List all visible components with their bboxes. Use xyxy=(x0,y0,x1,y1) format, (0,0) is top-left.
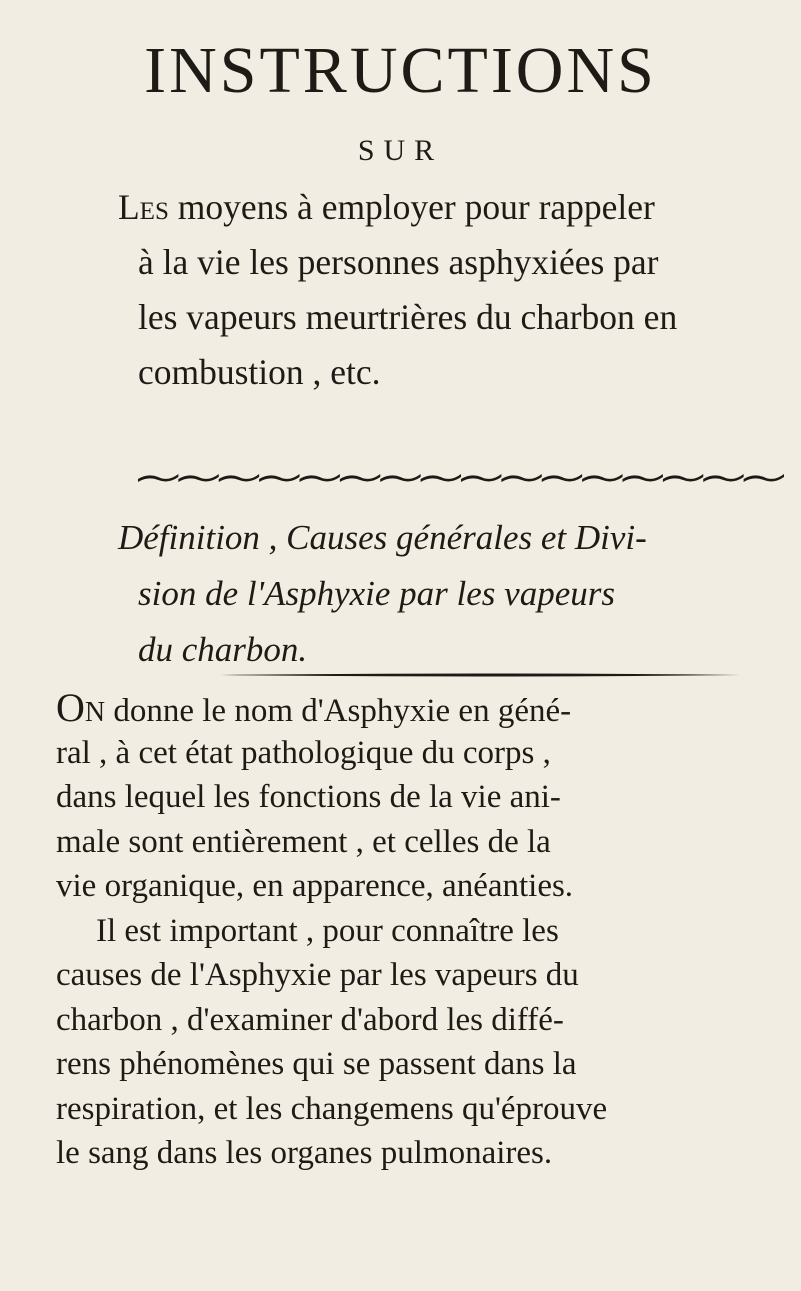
ornament-wave xyxy=(340,474,380,482)
section-heading-line: du charbon. xyxy=(138,630,308,669)
ornament-wave xyxy=(259,474,299,482)
intro-line: combustion , etc. xyxy=(138,352,381,392)
intro-line-text: moyens à employer pour rappeler xyxy=(168,187,655,227)
ornament-wave xyxy=(501,474,541,482)
ornament-wave xyxy=(461,474,501,482)
intro-line xyxy=(118,180,784,235)
body-line: vie organique, en apparence, anéanties. xyxy=(56,868,574,904)
body-line: Il est important , pour connaître les xyxy=(96,912,559,949)
body-line: respiration, et les changemens qu'éprouve xyxy=(56,1090,608,1127)
ornament-wave xyxy=(421,474,461,482)
body-line: dans lequel les fonctions de la vie ani- xyxy=(56,779,561,815)
ornament-wave xyxy=(219,474,259,482)
section-heading-line: Définition , Causes générales et Divi- xyxy=(118,518,647,557)
body-line: causes de l'Asphyxie par les vapeurs du xyxy=(56,957,579,993)
page-title: INSTRUCTIONS xyxy=(144,34,657,107)
body-line: le sang dans les organes pulmonaires. xyxy=(56,1135,553,1171)
intro-line: les vapeurs meurtrières du charbon en xyxy=(138,297,678,337)
section-heading-line: sion de l'Asphyxie par les vapeurs xyxy=(138,574,615,613)
intro-line: à la vie les personnes asphyxiées par xyxy=(138,242,659,282)
section-heading xyxy=(118,510,784,678)
ornament-wave xyxy=(623,474,663,482)
page-subtitle: SUR xyxy=(357,134,444,167)
body-line xyxy=(56,686,784,731)
ornament-wave xyxy=(300,474,340,482)
ornamental-divider xyxy=(138,470,784,484)
ornament-wave xyxy=(380,474,420,482)
ornament-wave xyxy=(582,474,622,482)
tapered-rule xyxy=(220,673,740,677)
body-initial-word: On xyxy=(56,685,106,730)
ornament-wave xyxy=(542,474,582,482)
ornament-wave xyxy=(138,474,178,482)
body-line-text: donne le nom d'Asphyxie en géné- xyxy=(105,693,572,729)
body-line: charbon , d'examiner d'abord les diffé- xyxy=(56,1001,564,1038)
ornament-wave xyxy=(703,474,743,482)
ornament-wave xyxy=(663,474,703,482)
body-paragraph xyxy=(56,685,784,1176)
ornament-wave xyxy=(744,474,784,482)
body-line: male sont entièrement , et celles de la xyxy=(56,823,551,860)
ornament-wave xyxy=(178,474,218,482)
intro-paragraph xyxy=(118,180,784,400)
intro-initial-word: Les xyxy=(118,187,169,227)
body-line: ral , à cet état pathologique du corps , xyxy=(56,734,551,771)
body-line: rens phénomènes qui se passent dans la xyxy=(56,1046,577,1082)
